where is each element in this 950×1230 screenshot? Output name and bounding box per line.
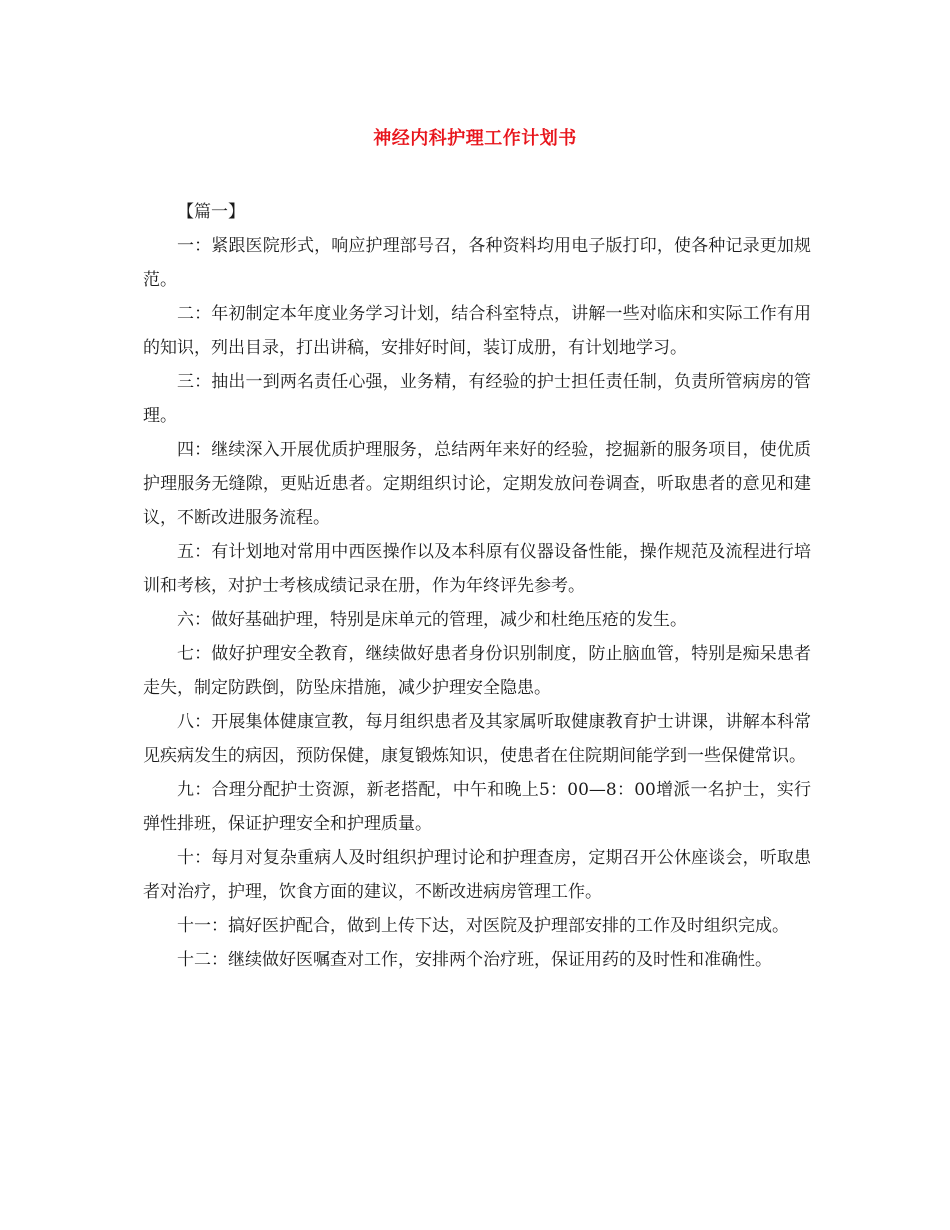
paragraph-1: 一：紧跟医院形式，响应护理部号召，各种资料均用电子版打印，使各种记录更加规范。 [143,236,811,290]
paragraph-5: 五：有计划地对常用中西医操作以及本科原有仪器设备性能，操作规范及流程进行培训和考核，对护士考核成绩记录在册，作为年终评先参考。 [143,542,811,596]
paragraph-4: 四：继续深入开展优质护理服务，总结两年来好的经验，挖掘新的服务项目，使优质护理服务无缝隙，更贴近患者。定期组织讨论，定期发放问卷调查，听取患者的意见和建议，不断改进服务流程。 [143,440,811,528]
paragraph-10: 十：每月对复杂重病人及时组织护理讨论和护理查房，定期召开公休座谈会，听取患者对治疗，护理，饮食方面的建议，不断改进病房管理工作。 [143,848,811,902]
paragraph-12: 十二：继续做好医嘱查对工作，安排两个治疗班，保证用药的及时性和准确性。 [177,950,772,970]
paragraph-3: 三：抽出一到两名责任心强，业务精，有经验的护士担任责任制，负责所管病房的管理。 [143,372,811,426]
paragraph-6: 六：做好基础护理，特别是床单元的管理，减少和杜绝压疮的发生。 [177,610,687,630]
paragraph-11: 十一：搞好医护配合，做到上传下达，对医院及护理部安排的工作及时组织完成。 [177,916,789,936]
document-title: 神经内科护理工作计划书 [373,128,577,149]
paragraph-7: 七：做好护理安全教育，继续做好患者身份识别制度，防止脑血管，特别是痴呆患者走失，制定防跌倒，防坠床措施，减少护理安全隐患。 [143,644,811,698]
document-body [143,195,811,977]
paragraph-9: 九：合理分配护士资源，新老搭配，中午和晚上5：00—8：00增派一名护士，实行弹性排班，保证护理安全和护理质量。 [143,780,811,834]
paragraph-2: 二：年初制定本年度业务学习计划，结合科室特点，讲解一些对临床和实际工作有用的知识，列出目录，打出讲稿，安排好时间，装订成册，有计划地学习。 [143,304,811,358]
paragraph-8: 八：开展集体健康宣教，每月组织患者及其家属听取健康教育护士讲课，讲解本科常见疾病发生的病因，预防保健，康复锻炼知识，使患者在住院期间能学到一些保健常识。 [143,712,811,766]
section-heading: 【篇一】 [177,202,245,222]
